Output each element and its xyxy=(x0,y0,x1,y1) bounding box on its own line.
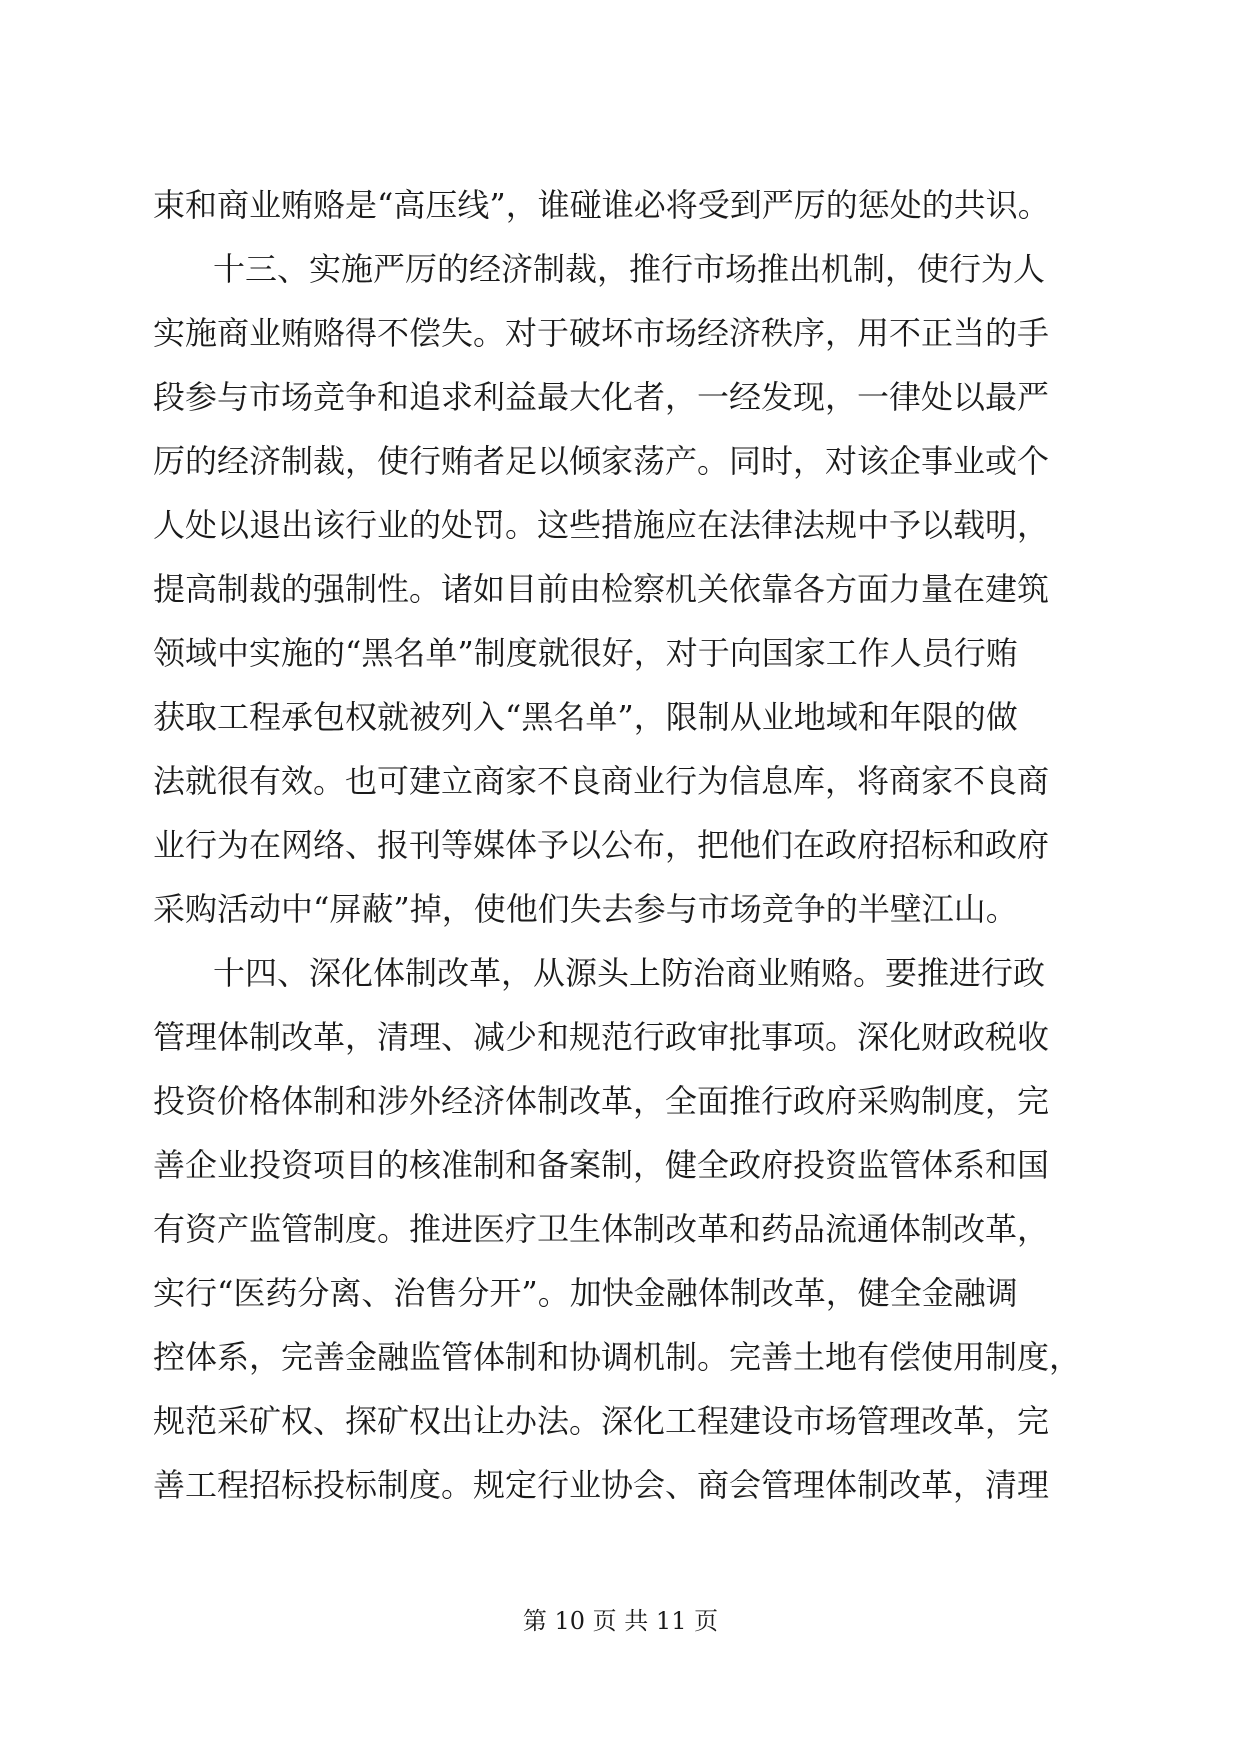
line-text: 提高制裁的强制性。诸如目前由检察机关依靠各方面力量在建筑 xyxy=(153,570,1050,608)
text-line xyxy=(0,1081,1241,1121)
line-text: 领域中实施的“黑名单”制度就很好，对于向国家工作人员行贿 xyxy=(153,634,1018,672)
text-line xyxy=(0,633,1241,673)
text-line xyxy=(0,377,1241,417)
text-line xyxy=(0,185,1241,225)
line-text: 善工程招标投标制度。规定行业协会、商会管理体制改革，清理 xyxy=(153,1466,1050,1504)
text-line xyxy=(0,1401,1241,1441)
text-line xyxy=(0,953,1241,993)
text-line xyxy=(0,569,1241,609)
text-line xyxy=(0,697,1241,737)
text-line xyxy=(0,441,1241,481)
text-line xyxy=(0,1209,1241,1249)
line-text: 厉的经济制裁，使行贿者足以倾家荡产。同时，对该企事业或个 xyxy=(153,442,1050,480)
text-line xyxy=(0,1273,1241,1313)
line-text: 规范采矿权、探矿权出让办法。深化工程建设市场管理改革，完 xyxy=(153,1402,1050,1440)
text-line xyxy=(0,1337,1241,1377)
line-text: 管理体制改革，清理、减少和规范行政审批事项。深化财政税收 xyxy=(153,1018,1050,1056)
line-text: 投资价格体制和涉外经济体制改革，全面推行政府采购制度，完 xyxy=(153,1082,1050,1120)
line-text: 束和商业贿赂是“高压线”，谁碰谁必将受到严厉的惩处的共识。 xyxy=(153,186,1050,224)
text-line xyxy=(0,313,1241,353)
text-line xyxy=(0,761,1241,801)
line-text: 十三、实施严厉的经济制裁，推行市场推出机制，使行为人 xyxy=(213,250,1046,288)
line-text: 人处以退出该行业的处罚。这些措施应在法律法规中予以载明， xyxy=(153,506,1050,544)
line-text: 采购活动中“屏蔽”掉，使他们失去参与市场竞争的半壁江山。 xyxy=(153,890,1018,928)
line-text: 业行为在网络、报刊等媒体予以公布，把他们在政府招标和政府 xyxy=(153,826,1050,864)
text-line xyxy=(0,1145,1241,1185)
line-text: 有资产监管制度。推进医疗卫生体制改革和药品流通体制改革， xyxy=(153,1210,1050,1248)
line-text: 实施商业贿赂得不偿失。对于破坏市场经济秩序，用不正当的手 xyxy=(153,314,1050,352)
text-line xyxy=(0,249,1241,289)
line-text: 控体系，完善金融监管体制和协调机制。完善土地有偿使用制度， xyxy=(153,1338,1082,1376)
line-text: 实行“医药分离、治售分开”。加快金融体制改革，健全金融调 xyxy=(153,1274,1018,1312)
text-line xyxy=(0,889,1241,929)
line-text: 段参与市场竞争和追求利益最大化者，一经发现，一律处以最严 xyxy=(153,378,1050,416)
line-text: 十四、深化体制改革，从源头上防治商业贿赂。要推进行政 xyxy=(213,954,1046,992)
page-number-footer: 第 10 页 共 11 页 xyxy=(522,1607,719,1635)
text-line xyxy=(0,1465,1241,1505)
text-line xyxy=(0,825,1241,865)
text-line xyxy=(0,505,1241,545)
line-text: 法就很有效。也可建立商家不良商业行为信息库，将商家不良商 xyxy=(153,762,1050,800)
text-line xyxy=(0,1017,1241,1057)
line-text: 善企业投资项目的核准制和备案制，健全政府投资监管体系和国 xyxy=(153,1146,1050,1184)
line-text: 获取工程承包权就被列入“黑名单”，限制从业地域和年限的做 xyxy=(153,698,1018,736)
